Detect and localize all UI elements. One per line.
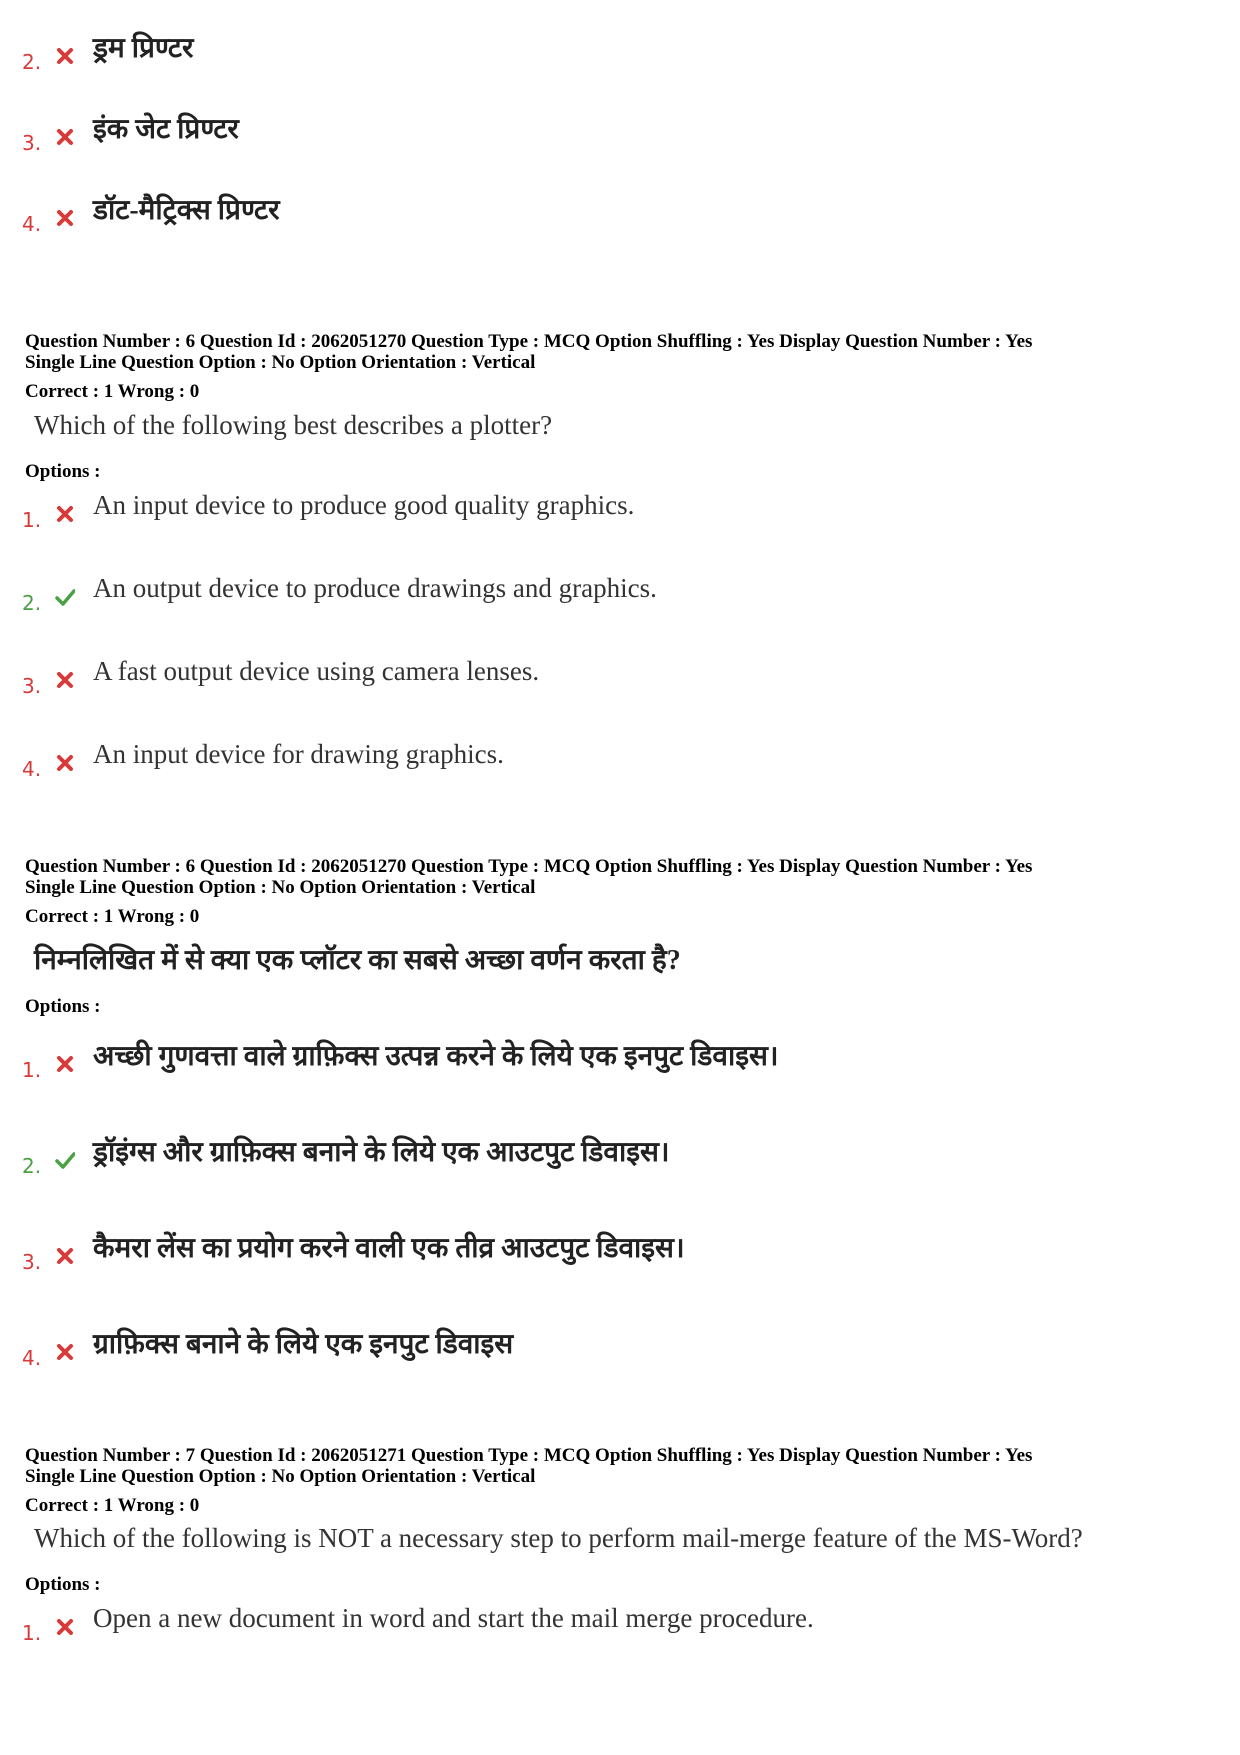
question-marks: Correct : 1 Wrong : 0 [25, 381, 200, 402]
option-number: 4. [22, 212, 42, 236]
option-text: An input device for drawing graphics. [93, 739, 504, 769]
wrong-cross-icon [55, 208, 75, 228]
options-label: Options : [25, 461, 101, 482]
wrong-cross-icon [55, 753, 75, 773]
option-number: 2. [22, 591, 42, 615]
options-label: Options : [25, 1574, 101, 1595]
option-number: 3. [22, 674, 42, 698]
question-meta-line: Single Line Question Option : No Option Orientation : Vertical [25, 352, 536, 373]
option-text: ड्रम प्रिण्टर [93, 33, 194, 64]
wrong-cross-icon [55, 1342, 75, 1362]
question-text: Which of the following best describes a plotter? [34, 410, 553, 440]
question-meta-line: Single Line Question Option : No Option Orientation : Vertical [25, 877, 536, 898]
wrong-cross-icon [55, 1246, 75, 1266]
correct-check-icon [55, 587, 75, 607]
option-text: An output device to produce drawings and graphics. [93, 573, 657, 603]
option-text: Open a new document in word and start the mail merge procedure. [93, 1603, 814, 1633]
correct-check-icon [55, 1150, 75, 1170]
options-label: Options : [25, 996, 101, 1017]
question-text: Which of the following is NOT a necessary step to perform mail-merge feature of the MS-Word? [34, 1523, 1083, 1553]
question-text: निम्नलिखित में से क्या एक प्लॉटर का सबसे अच्छा वर्णन करता है? [34, 945, 681, 976]
question-marks: Correct : 1 Wrong : 0 [25, 906, 200, 927]
option-number: 3. [22, 131, 42, 155]
option-number: 1. [22, 1621, 42, 1645]
option-number: 3. [22, 1250, 42, 1274]
option-text: ग्राफ़िक्स बनाने के लिये एक इनपुट डिवाइस [93, 1329, 514, 1360]
wrong-cross-icon [55, 1054, 75, 1074]
option-text: ड्रॉइंग्स और ग्राफ़िक्स बनाने के लिये एक आउटपुट डिवाइस। [93, 1137, 670, 1168]
option-number: 4. [22, 1346, 42, 1370]
question-meta-line: Question Number : 6 Question Id : 2062051270 Question Type : MCQ Option Shuffling : Yes Display Question Number : Yes [25, 856, 1033, 877]
option-text: डॉट-मैट्रिक्स प्रिण्टर [93, 195, 280, 226]
question-meta-line: Question Number : 7 Question Id : 2062051271 Question Type : MCQ Option Shuffling : Yes Display Question Number : Yes [25, 1445, 1033, 1466]
option-text: A fast output device using camera lenses. [93, 656, 540, 686]
option-text: अच्छी गुणवत्ता वाले ग्राफ़िक्स उत्पन्न करने के लिये एक इनपुट डिवाइस। [93, 1041, 779, 1072]
option-number: 2. [22, 1154, 42, 1178]
wrong-cross-icon [55, 127, 75, 147]
wrong-cross-icon [55, 1617, 75, 1637]
question-marks: Correct : 1 Wrong : 0 [25, 1495, 200, 1516]
question-meta-line: Single Line Question Option : No Option Orientation : Vertical [25, 1466, 536, 1487]
option-number: 1. [22, 1058, 42, 1082]
wrong-cross-icon [55, 46, 75, 66]
option-number: 2. [22, 50, 42, 74]
option-text: कैमरा लेंस का प्रयोग करने वाली एक तीव्र आउटपुट डिवाइस। [93, 1233, 685, 1264]
question-meta-line: Question Number : 6 Question Id : 2062051270 Question Type : MCQ Option Shuffling : Yes Display Question Number : Yes [25, 331, 1033, 352]
option-text: इंक जेट प्रिण्टर [93, 114, 239, 145]
option-number: 4. [22, 757, 42, 781]
option-text: An input device to produce good quality graphics. [93, 490, 635, 520]
wrong-cross-icon [55, 504, 75, 524]
option-number: 1. [22, 508, 42, 532]
wrong-cross-icon [55, 670, 75, 690]
